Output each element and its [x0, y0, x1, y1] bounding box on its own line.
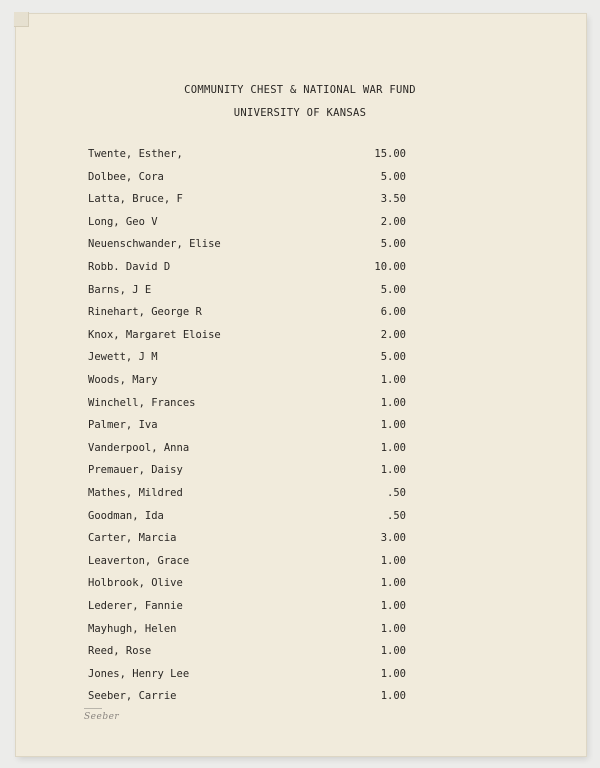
contribution-amount: 1.00 [380, 667, 406, 680]
list-item [88, 623, 408, 639]
contributor-name: Holbrook, Olive [88, 577, 183, 590]
contributor-name: Mathes, Mildred [88, 487, 183, 499]
contribution-amount: 3.00 [380, 532, 406, 545]
contribution-amount: 3.50 [380, 193, 406, 206]
contributor-name: Premauer, Daisy [88, 464, 183, 477]
contributor-name: Rinehart, George R [88, 306, 202, 319]
list-item [88, 577, 408, 593]
list-item [88, 442, 408, 458]
contributor-name: Seeber, Carrie [88, 690, 177, 703]
list-item [88, 148, 408, 164]
contribution-amount: 1.00 [380, 554, 406, 567]
contributor-name: Carter, Marcia [88, 532, 177, 545]
contributor-name: Jewett, J M [88, 351, 158, 364]
list-item [88, 668, 408, 684]
list-item [88, 216, 408, 232]
contribution-amount: 1.00 [380, 396, 406, 409]
contribution-amount: 5.00 [380, 283, 406, 296]
contribution-amount: 1.00 [380, 600, 406, 612]
contribution-amount: 1.00 [380, 441, 406, 454]
contribution-amount: 1.00 [380, 645, 406, 658]
contributor-name: Neuenschwander, Elise [88, 238, 221, 251]
list-item [88, 645, 408, 661]
contribution-amount: 1.00 [380, 622, 406, 635]
contributor-name: Winchell, Frances [88, 396, 196, 409]
contribution-amount: 5.00 [380, 170, 406, 183]
list-item [88, 690, 408, 706]
list-item [88, 419, 408, 435]
contribution-amount: 2.00 [380, 215, 406, 228]
contributor-name: Barns, J E [88, 283, 152, 296]
list-item [88, 510, 408, 526]
contributor-name: Knox, Margaret Eloise [88, 328, 221, 341]
list-item [88, 374, 408, 390]
contributor-name: Mayhugh, Helen [88, 622, 177, 635]
contribution-amount: .50 [387, 509, 406, 522]
contribution-amount: 2.00 [380, 328, 406, 341]
page-corner [14, 12, 29, 27]
contributor-name: Vanderpool, Anna [88, 441, 190, 454]
contributor-name: Robb. David D [88, 261, 171, 273]
list-item [88, 329, 408, 345]
contributor-name: Goodman, Ida [88, 509, 164, 522]
contributor-name: Lederer, Fannie [88, 600, 183, 612]
list-item [88, 284, 408, 300]
list-item [88, 397, 408, 413]
document-subtitle: UNIVERSITY OF KANSAS [233, 107, 367, 119]
list-item [88, 171, 408, 187]
document-title: COMMUNITY CHEST & NATIONAL WAR FUND [184, 84, 416, 96]
list-item [88, 193, 408, 209]
contributor-name: Reed, Rose [88, 645, 152, 658]
contribution-amount: 5.00 [380, 238, 406, 251]
list-item [88, 532, 408, 548]
contribution-amount: 1.00 [380, 374, 406, 386]
contribution-amount: 1.00 [380, 690, 406, 703]
contributor-name: Palmer, Iva [88, 419, 158, 432]
contribution-amount: 6.00 [380, 306, 406, 319]
handwritten-note: Seeber [84, 712, 120, 722]
contributor-name: Latta, Bruce, F [88, 193, 183, 206]
contribution-amount: 5.00 [380, 351, 406, 364]
list-item [88, 261, 408, 277]
contributor-name: Jones, Henry Lee [88, 667, 190, 680]
list-item [88, 351, 408, 367]
list-item [88, 238, 408, 254]
contribution-amount: 10.00 [374, 261, 406, 273]
contributor-name: Leaverton, Grace [88, 554, 190, 567]
contribution-amount: 1.00 [380, 464, 406, 477]
list-item [88, 600, 408, 616]
list-item [88, 464, 408, 480]
contributor-name: Long, Geo V [88, 215, 158, 228]
contribution-amount: 15.00 [374, 148, 406, 160]
contribution-amount: 1.00 [380, 577, 406, 590]
contribution-amount: .50 [387, 487, 406, 499]
handwritten-correction-mark [84, 696, 102, 709]
contributor-name: Twente, Esther, [88, 148, 183, 160]
list-item [88, 306, 408, 322]
contributor-name: Woods, Mary [88, 374, 158, 386]
contributor-name: Dolbee, Cora [88, 170, 164, 183]
contribution-amount: 1.00 [380, 419, 406, 432]
list-item [88, 487, 408, 503]
list-item [88, 555, 408, 571]
